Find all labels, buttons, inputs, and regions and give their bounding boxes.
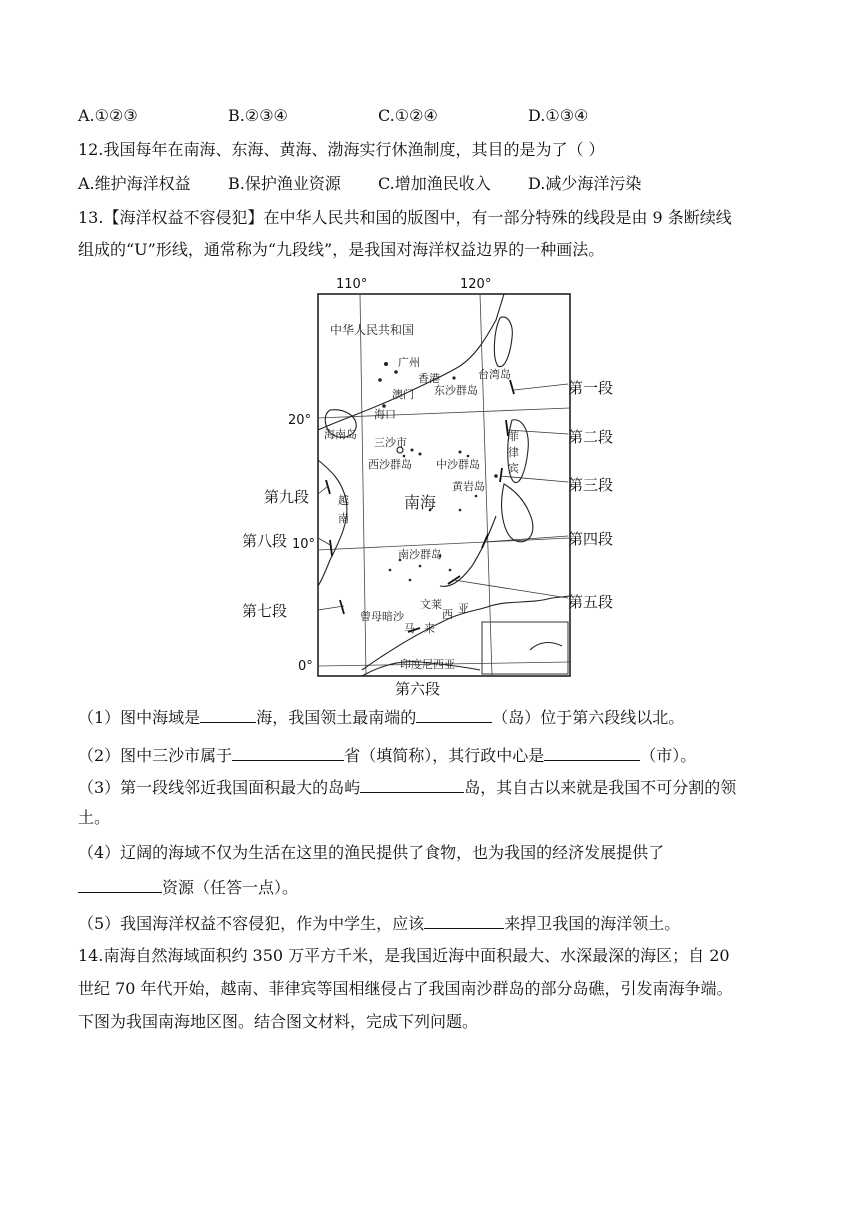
label-haikou: 海口 bbox=[374, 408, 396, 421]
label-indonesia: 印度尼西亚 bbox=[400, 658, 455, 671]
segment-label-9: 第九段 bbox=[264, 488, 310, 506]
label-xisha: 西沙群岛 bbox=[368, 458, 412, 471]
blank-southernmost-island[interactable] bbox=[416, 706, 492, 723]
blank-admin-center[interactable] bbox=[544, 744, 640, 761]
q13-sub4-cont bbox=[78, 876, 298, 898]
lat-label-20: 20° bbox=[288, 413, 312, 428]
label-dongsha: 东沙群岛 bbox=[434, 384, 478, 397]
q11-option-c: C.①②④ bbox=[378, 106, 438, 125]
blank-sea-name[interactable] bbox=[200, 706, 256, 723]
segment-label-4: 第四段 bbox=[568, 530, 614, 548]
q13-sub1 bbox=[78, 706, 684, 728]
label-malaysia-2: 来 bbox=[424, 622, 435, 635]
q13-sub3-cont: 土。 bbox=[78, 808, 111, 827]
q14-line2: 世纪 70 年代开始，越南、菲律宾等国相继侵占了我国南沙群岛的部分岛礁，引发南海争端。 bbox=[78, 979, 733, 998]
label-philippines-1: 菲 bbox=[508, 430, 519, 443]
label-malaysia-1: 马 bbox=[404, 622, 415, 635]
label-zhongsha: 中沙群岛 bbox=[436, 458, 480, 471]
label-malaysia-4: 亚 bbox=[458, 602, 469, 615]
q12-option-d: D.减少海洋污染 bbox=[528, 174, 642, 193]
q11-option-a: A.①②③ bbox=[78, 106, 138, 125]
lon-label-110: 110° bbox=[336, 277, 368, 292]
q13-sub3-b: 岛，其自古以来就是我国不可分割的领 bbox=[464, 778, 737, 797]
segment-label-7: 第七段 bbox=[242, 602, 288, 620]
label-guangzhou: 广州 bbox=[398, 356, 420, 369]
label-huangyan: 黄岩岛 bbox=[452, 480, 485, 493]
label-hainan: 海南岛 bbox=[324, 428, 357, 441]
q12-option-c: C.增加渔民收入 bbox=[378, 174, 491, 193]
q13-sub4-b: 资源（任答一点）。 bbox=[162, 878, 299, 897]
lat-label-0: 0° bbox=[298, 659, 313, 674]
q13-stem-line1: 13.【海洋权益不容侵犯】在中华人民共和国的版图中，有一部分特殊的线段是由 9 条断续线 bbox=[78, 208, 732, 227]
lon-label-120: 120° bbox=[460, 277, 492, 292]
segment-label-5: 第五段 bbox=[568, 593, 614, 611]
lat-label-10: 10° bbox=[292, 537, 316, 552]
q13-sub1-c: （岛）位于第六段线以北。 bbox=[492, 708, 685, 727]
q13-sub3 bbox=[78, 776, 736, 798]
q12-stem: 12.我国每年在南海、东海、黄海、渤海实行休渔制度，其目的是为了（ ） bbox=[78, 140, 605, 159]
q14-line1: 14.南海自然海域面积约 350 万平方千米，是我国近海中面积最大、水深最深的海区；自 20 bbox=[78, 946, 730, 965]
q13-sub5-b: 来捍卫我国的海洋领土。 bbox=[504, 914, 681, 933]
q14-line3: 下图为我国南海地区图。结合图文材料，完成下列问题。 bbox=[78, 1012, 479, 1031]
blank-largest-island[interactable] bbox=[360, 776, 464, 793]
q13-sub2-c: （市）。 bbox=[640, 746, 697, 765]
label-macau: 澳门 bbox=[392, 388, 414, 401]
q13-sub2-a: （2）图中三沙市属于 bbox=[78, 746, 233, 765]
segment-leaders bbox=[318, 384, 568, 610]
segment-label-1: 第一段 bbox=[568, 379, 614, 397]
q13-sub5-a: （5）我国海洋权益不容侵犯，作为中学生，应该 bbox=[78, 914, 425, 933]
label-taiwan: 台湾岛 bbox=[478, 368, 511, 381]
inset-box bbox=[482, 622, 568, 674]
label-brunei: 文莱 bbox=[420, 598, 442, 611]
q13-sub3-a: （3）第一段线邻近我国面积最大的岛屿 bbox=[78, 778, 361, 797]
blank-action[interactable] bbox=[424, 912, 504, 929]
label-sansha: 三沙市 bbox=[374, 436, 407, 449]
q11-option-b: B.②③④ bbox=[228, 106, 288, 125]
segment-label-6: 第六段 bbox=[395, 680, 441, 698]
label-sea: 南海 bbox=[404, 493, 437, 512]
label-zengmu: 曾母暗沙 bbox=[360, 610, 404, 623]
q13-sub1-a: （1）图中海域是 bbox=[78, 708, 201, 727]
label-nansha: 南沙群岛 bbox=[398, 548, 442, 561]
q13-sub2-b: 省（填简称），其行政中心是 bbox=[344, 746, 545, 765]
label-philippines-2: 律 bbox=[508, 446, 519, 459]
q13-sub5 bbox=[78, 912, 680, 934]
label-vietnam-2: 南 bbox=[338, 512, 349, 525]
q13-stem-line2: 组成的“U”形线，通常称为“九段线”，是我国对海洋权益边界的一种画法。 bbox=[78, 240, 605, 259]
label-malaysia-3: 西 bbox=[442, 608, 453, 621]
q13-sub1-b: 海，我国领土最南端的 bbox=[256, 708, 417, 727]
label-china: 中华人民共和国 bbox=[330, 323, 415, 337]
label-philippines-3: 宾 bbox=[508, 462, 519, 475]
q13-sub2 bbox=[78, 744, 696, 766]
blank-province[interactable] bbox=[232, 744, 344, 761]
segment-label-3: 第三段 bbox=[568, 476, 614, 494]
segment-label-8: 第八段 bbox=[242, 532, 288, 550]
segment-label-2: 第二段 bbox=[568, 428, 614, 446]
label-hongkong: 香港 bbox=[418, 372, 440, 385]
label-vietnam-1: 越 bbox=[338, 494, 349, 507]
q13-sub4: （4）辽阔的海域不仅为生活在这里的渔民提供了食物，也为我国的经济发展提供了 bbox=[78, 843, 665, 862]
q12-option-b: B.保护渔业资源 bbox=[228, 174, 341, 193]
q12-option-a: A.维护海洋权益 bbox=[78, 174, 191, 193]
q11-option-d: D.①③④ bbox=[528, 106, 589, 125]
blank-resource[interactable] bbox=[78, 876, 162, 893]
